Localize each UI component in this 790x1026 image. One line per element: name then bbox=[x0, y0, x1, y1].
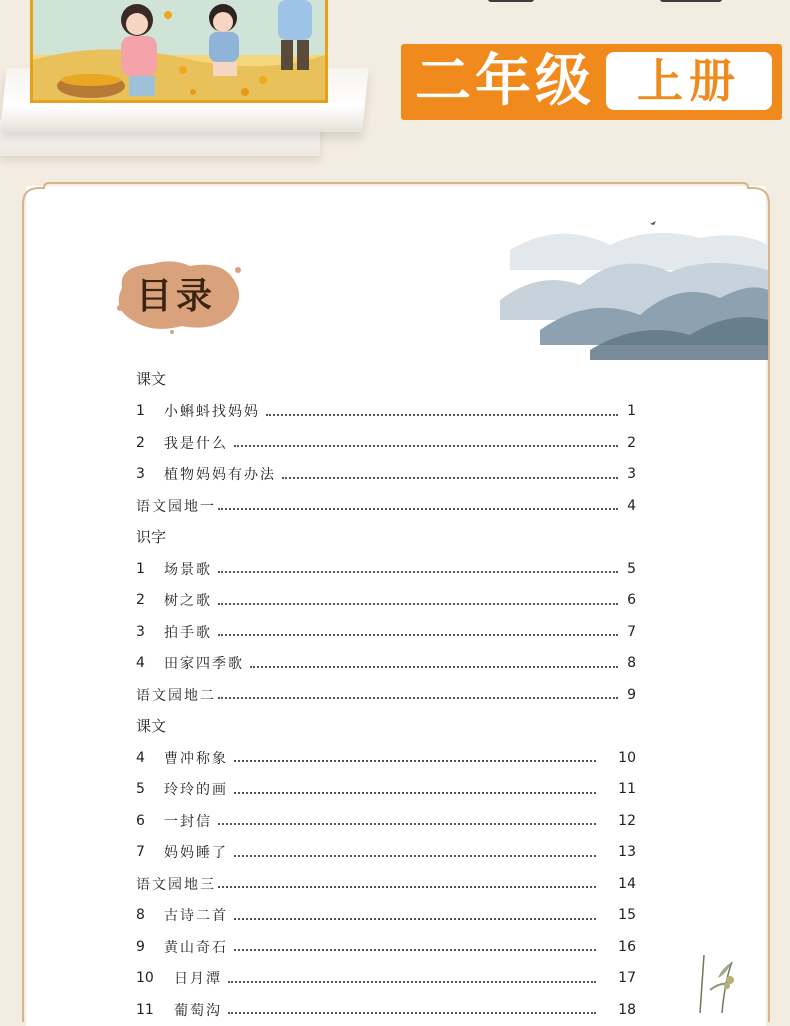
toc-entry-page: 10 bbox=[618, 749, 636, 766]
toc-entry-page: 15 bbox=[618, 907, 636, 924]
grade-label: 二年级 bbox=[415, 49, 595, 114]
toc-entry-page: 4 bbox=[627, 497, 636, 514]
toc-entry-title: 我是什么 bbox=[164, 435, 228, 452]
toc-entry-number: 4 bbox=[136, 655, 145, 672]
toc-leader-dots bbox=[218, 507, 618, 510]
toc-entry-page: 18 bbox=[618, 1001, 636, 1018]
mountain-landscape-image bbox=[500, 210, 768, 360]
toc-entry-page: 16 bbox=[618, 938, 636, 955]
toc-entry-number: 6 bbox=[136, 812, 145, 829]
toc-entry-number: 3 bbox=[136, 623, 145, 640]
toc-entry-title: 葡萄沟 bbox=[174, 1002, 222, 1019]
toc-entry-page: 9 bbox=[627, 686, 636, 703]
term-label: 上册 bbox=[637, 54, 741, 108]
toc-entry-number: 3 bbox=[136, 466, 145, 483]
toc-entry-number: 2 bbox=[136, 434, 145, 451]
toc-leader-dots bbox=[234, 759, 596, 762]
toc-entry[interactable] bbox=[136, 900, 636, 932]
grade-banner bbox=[401, 44, 782, 120]
toc-entry-number: 8 bbox=[136, 907, 145, 924]
toc-entry-title: 曹冲称象 bbox=[164, 750, 228, 767]
toc-entry-title: 日月潭 bbox=[174, 971, 222, 988]
toc-entry[interactable] bbox=[136, 837, 636, 869]
toc-entry[interactable] bbox=[136, 648, 636, 680]
toc-leader-dots bbox=[218, 570, 618, 573]
toc-entry[interactable] bbox=[136, 868, 636, 900]
toc-entry-title: 树之歌 bbox=[164, 593, 212, 610]
toc-entry[interactable] bbox=[136, 931, 636, 963]
toc-leader-dots bbox=[266, 413, 618, 416]
toc-entry-title: 场景歌 bbox=[164, 561, 212, 578]
toc-leader-dots bbox=[228, 980, 596, 983]
toc-entry-number: 9 bbox=[136, 938, 145, 955]
book-title-partial bbox=[470, 0, 760, 8]
toc-entry-number: 2 bbox=[136, 592, 145, 609]
toc-title: 目录 bbox=[136, 275, 217, 317]
toc-section-heading: 课文 bbox=[136, 370, 167, 388]
toc-entry-title: 黄山奇石 bbox=[164, 939, 228, 956]
toc-entry[interactable] bbox=[136, 742, 636, 774]
toc-entry-page: 7 bbox=[627, 623, 636, 640]
toc-entry-page: 6 bbox=[627, 592, 636, 609]
toc-entry-page: 17 bbox=[618, 970, 636, 987]
term-badge bbox=[606, 52, 772, 110]
toc-section-heading: 课文 bbox=[136, 716, 167, 735]
toc-entry-title: 语文园地二 bbox=[136, 687, 216, 704]
toc-entry-page: 12 bbox=[618, 812, 636, 829]
toc-leader-dots bbox=[250, 665, 618, 668]
book-cover-image bbox=[0, 0, 365, 160]
toc-entry-title: 一封信 bbox=[164, 813, 212, 830]
toc-leader-dots bbox=[218, 885, 596, 888]
toc-entry-page: 8 bbox=[627, 655, 636, 672]
toc-entry[interactable] bbox=[136, 805, 636, 837]
toc-entry[interactable] bbox=[136, 679, 636, 711]
toc-entry[interactable] bbox=[136, 459, 636, 491]
toc-entry-title: 语文园地三 bbox=[136, 876, 216, 893]
toc-entry[interactable] bbox=[136, 585, 636, 617]
toc-entry-page: 11 bbox=[618, 781, 636, 798]
toc-entry[interactable] bbox=[136, 396, 636, 428]
toc-entry-title: 拍手歌 bbox=[164, 624, 212, 641]
toc-entry-page: 3 bbox=[627, 466, 636, 483]
toc-leader-dots bbox=[234, 854, 596, 857]
toc-entry-number: 10 bbox=[136, 970, 154, 987]
toc-leader-dots bbox=[218, 822, 596, 825]
toc-entry-page: 5 bbox=[627, 560, 636, 577]
toc-entry-page: 13 bbox=[618, 844, 636, 861]
toc-section-heading: 识字 bbox=[136, 527, 167, 546]
toc-entry-title: 小蝌蚪找妈妈 bbox=[164, 404, 260, 421]
toc-entry-number: 5 bbox=[136, 781, 145, 798]
table-of-contents bbox=[136, 364, 636, 1026]
book-cover-illustration bbox=[30, 0, 328, 103]
toc-leader-dots bbox=[234, 917, 596, 920]
toc-entry-page: 1 bbox=[627, 403, 636, 420]
toc-entry-title: 植物妈妈有办法 bbox=[164, 467, 276, 484]
toc-entry-number: 7 bbox=[136, 844, 145, 861]
toc-leader-dots bbox=[218, 602, 618, 605]
toc-leader-dots bbox=[234, 444, 618, 447]
toc-leader-dots bbox=[234, 791, 596, 794]
children-illustration bbox=[33, 0, 325, 100]
toc-entry[interactable] bbox=[136, 553, 636, 585]
toc-entry-page: 2 bbox=[627, 434, 636, 451]
toc-leader-dots bbox=[282, 476, 618, 479]
toc-entry[interactable] bbox=[136, 616, 636, 648]
toc-entry-number: 1 bbox=[136, 560, 145, 577]
toc-entry[interactable] bbox=[136, 774, 636, 806]
toc-entry-title: 玲玲的画 bbox=[164, 782, 228, 799]
toc-leader-dots bbox=[218, 696, 618, 699]
toc-entry[interactable] bbox=[136, 427, 636, 459]
toc-entry-title: 古诗二首 bbox=[164, 908, 228, 925]
reed-decoration bbox=[670, 950, 770, 1013]
toc-entry-title: 田家四季歌 bbox=[164, 656, 244, 673]
toc-entry-number: 1 bbox=[136, 403, 145, 420]
toc-entry[interactable] bbox=[136, 490, 636, 522]
toc-leader-dots bbox=[234, 948, 596, 951]
toc-entry-title: 语文园地一 bbox=[136, 498, 216, 515]
toc-leader-dots bbox=[218, 633, 618, 636]
toc-entry[interactable] bbox=[136, 963, 636, 995]
toc-entry-page: 14 bbox=[618, 875, 636, 892]
toc-entry-number: 4 bbox=[136, 749, 145, 766]
toc-entry[interactable] bbox=[136, 994, 636, 1026]
toc-entry-title: 妈妈睡了 bbox=[164, 845, 228, 862]
toc-entry-number: 11 bbox=[136, 1001, 154, 1018]
